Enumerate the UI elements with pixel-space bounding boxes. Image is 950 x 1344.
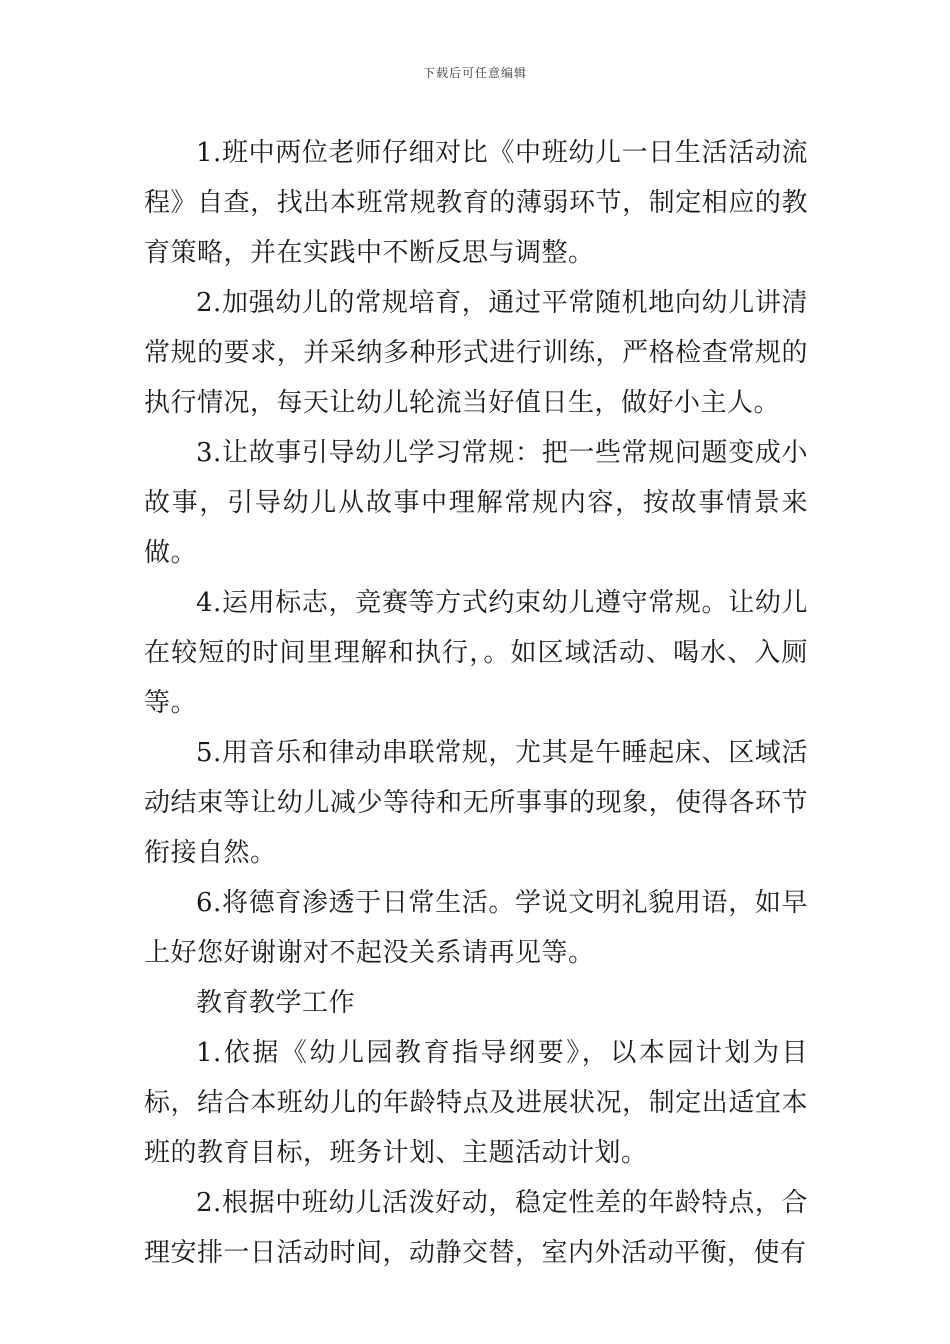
- paragraph-teaching-2: 2.根据中班幼儿活泼好动，稳定性差的年龄特点，合理安排一日活动时间，动静交替，室内外活动平衡，使有: [144, 1188, 808, 1268]
- section-heading-teaching: 教育教学工作: [196, 988, 356, 1018]
- paragraph-routine-3: 3.让故事引导幼儿学习常规：把一些常规问题变成小故事，引导幼儿从故事中理解常规内容，按故事情景来做。: [144, 438, 808, 568]
- paragraph-routine-6: 6.将德育渗透于日常生活。学说文明礼貌用语，如早上好您好谢谢对不起没关系请再见等。: [144, 888, 808, 968]
- paragraph-routine-5: 5.用音乐和律动串联常规，尤其是午睡起床、区域活动结束等让幼儿减少等待和无所事事的现象，使得各环节衔接自然。: [144, 738, 808, 868]
- paragraph-routine-2: 2.加强幼儿的常规培育，通过平常随机地向幼儿讲清常规的要求，并采纳多种形式进行训练，严格检查常规的执行情况，每天让幼儿轮流当好值日生，做好小主人。: [144, 288, 808, 418]
- page-header-note: 下载后可任意编辑: [422, 66, 527, 80]
- paragraph-teaching-1: 1.依据《幼儿园教育指导纲要》，以本园计划为目标，结合本班幼儿的年龄特点及进展状况，制定出适宜本班的教育目标，班务计划、主题活动计划。: [144, 1038, 808, 1168]
- paragraph-routine-1: 1.班中两位老师仔细对比《中班幼儿一日生活活动流程》自查，找出本班常规教育的薄弱环节，制定相应的教育策略，并在实践中不断反思与调整。: [144, 138, 808, 268]
- paragraph-routine-4: 4.运用标志，竞赛等方式约束幼儿遵守常规。让幼儿在较短的时间里理解和执行，。如区域活动、喝水、入厕等。: [144, 588, 808, 718]
- document-body: [144, 128, 808, 1278]
